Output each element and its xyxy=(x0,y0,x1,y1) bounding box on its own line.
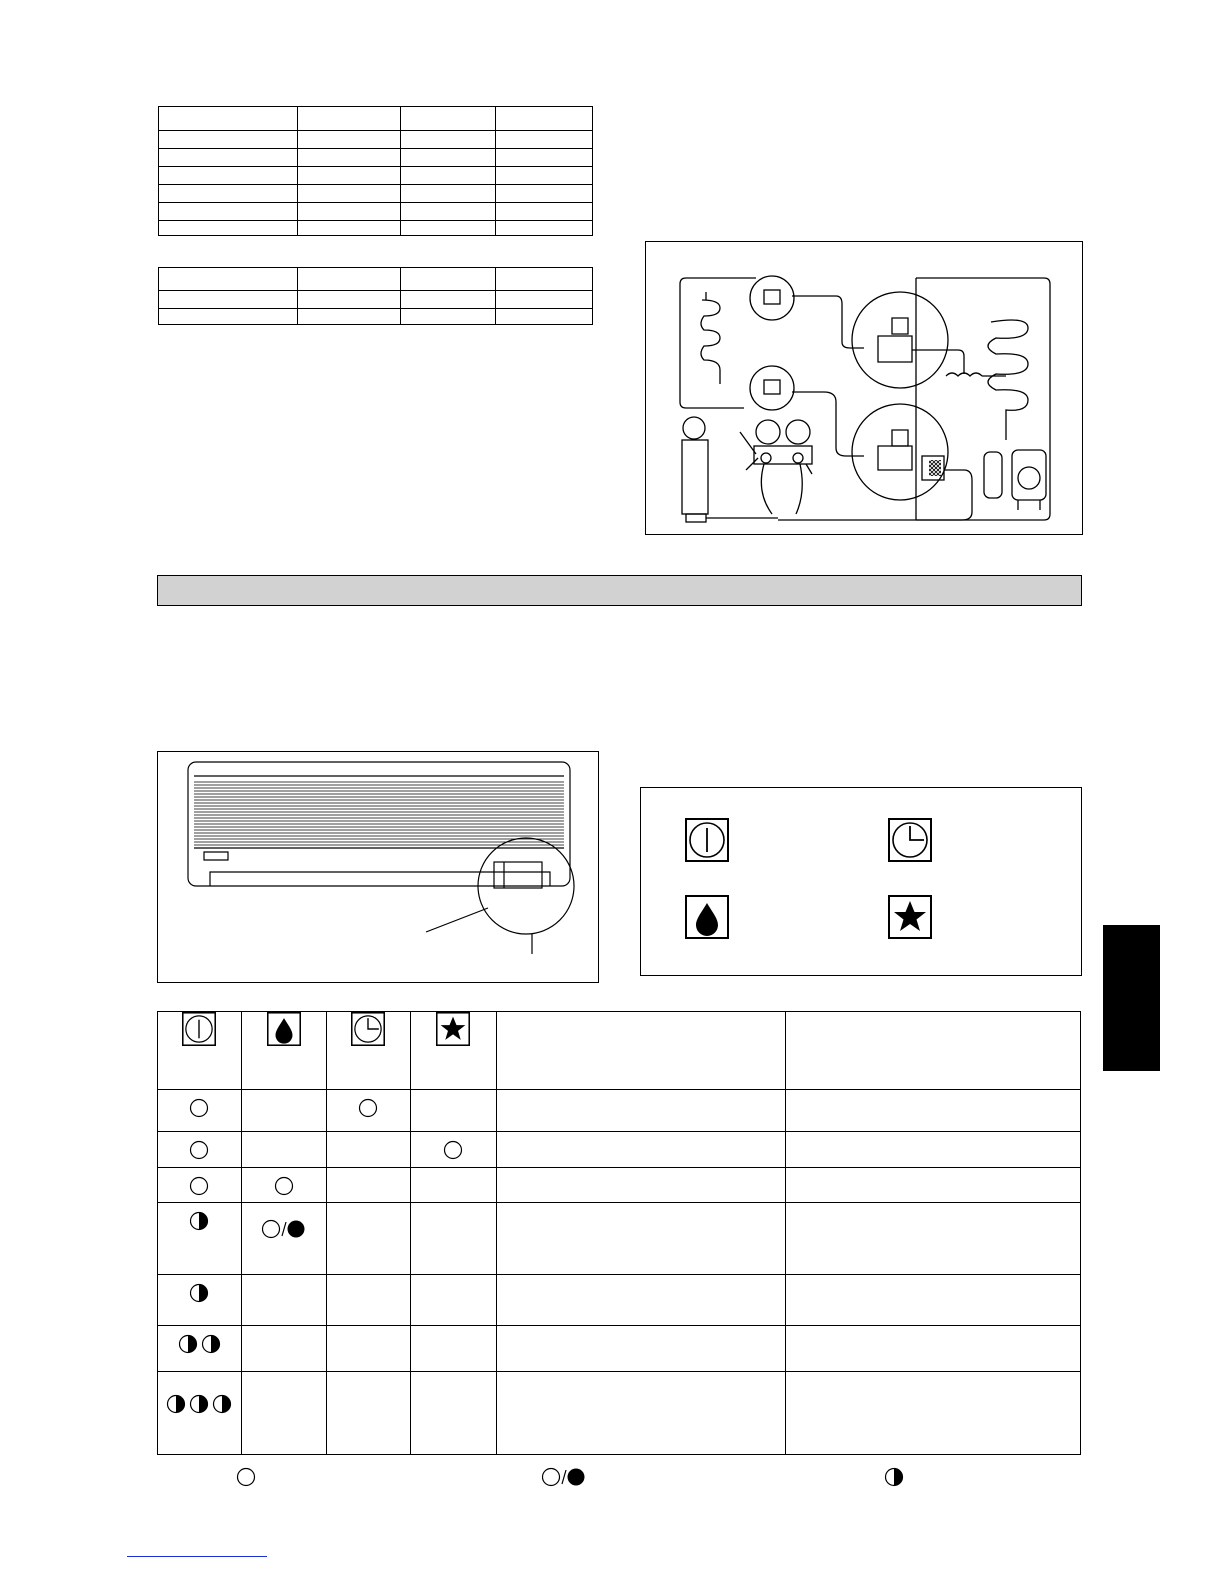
lamp-blink-icon xyxy=(189,1283,209,1303)
section-heading-bar xyxy=(157,575,1082,606)
table-row xyxy=(158,1203,1081,1275)
table-row xyxy=(158,1326,1081,1372)
legend-lamp-on-off xyxy=(541,1467,587,1492)
lamp-on-off-icon xyxy=(261,1219,307,1239)
lamp-blink-icon xyxy=(189,1394,209,1414)
lamp-blink-icon xyxy=(189,1211,209,1231)
refrigerant-diagram xyxy=(645,241,1083,535)
drop-icon xyxy=(267,1012,301,1046)
power-icon xyxy=(685,818,729,862)
legend-lamp-on xyxy=(236,1467,256,1492)
diagnosis-header-cause xyxy=(496,1012,786,1090)
diagnosis-table xyxy=(157,1011,1081,1455)
diagnosis-header-remedy xyxy=(786,1012,1081,1090)
lamp-blink-icon xyxy=(178,1334,198,1354)
footer-link-line[interactable] xyxy=(127,1556,267,1557)
legend-lamp-blink xyxy=(884,1467,904,1492)
table-row xyxy=(158,1168,1081,1203)
table-row xyxy=(158,1132,1081,1168)
lamp-on-icon xyxy=(189,1176,209,1196)
diagnosis-header-row xyxy=(158,1012,1081,1090)
lamp-on-off-icon xyxy=(541,1467,587,1487)
lamp-on-icon xyxy=(358,1098,378,1118)
lamp-blink-icon xyxy=(166,1394,186,1414)
lamp-blink-icon xyxy=(212,1394,232,1414)
refrigerant-diagram-drawing xyxy=(646,242,1082,534)
table-row xyxy=(158,1372,1081,1455)
indoor-unit-figure xyxy=(157,751,599,983)
drop-icon xyxy=(685,895,729,939)
spec-table-1 xyxy=(158,106,593,236)
timer-icon xyxy=(888,818,932,862)
table-row xyxy=(158,1090,1081,1132)
indoor-unit-drawing xyxy=(158,752,598,982)
star-icon xyxy=(888,895,932,939)
lamp-on-icon xyxy=(189,1098,209,1118)
lamp-blink-icon xyxy=(884,1467,904,1487)
spec-table-2 xyxy=(158,267,593,325)
indicator-panel xyxy=(640,787,1082,976)
star-icon xyxy=(436,1012,470,1046)
lamp-on-icon xyxy=(236,1467,256,1487)
power-icon xyxy=(182,1012,216,1046)
lamp-on-icon xyxy=(274,1176,294,1196)
lamp-on-icon xyxy=(189,1140,209,1160)
chapter-tab xyxy=(1103,925,1160,1071)
table-row xyxy=(158,1275,1081,1326)
lamp-blink-icon xyxy=(201,1334,221,1354)
timer-icon xyxy=(351,1012,385,1046)
lamp-on-icon xyxy=(443,1140,463,1160)
